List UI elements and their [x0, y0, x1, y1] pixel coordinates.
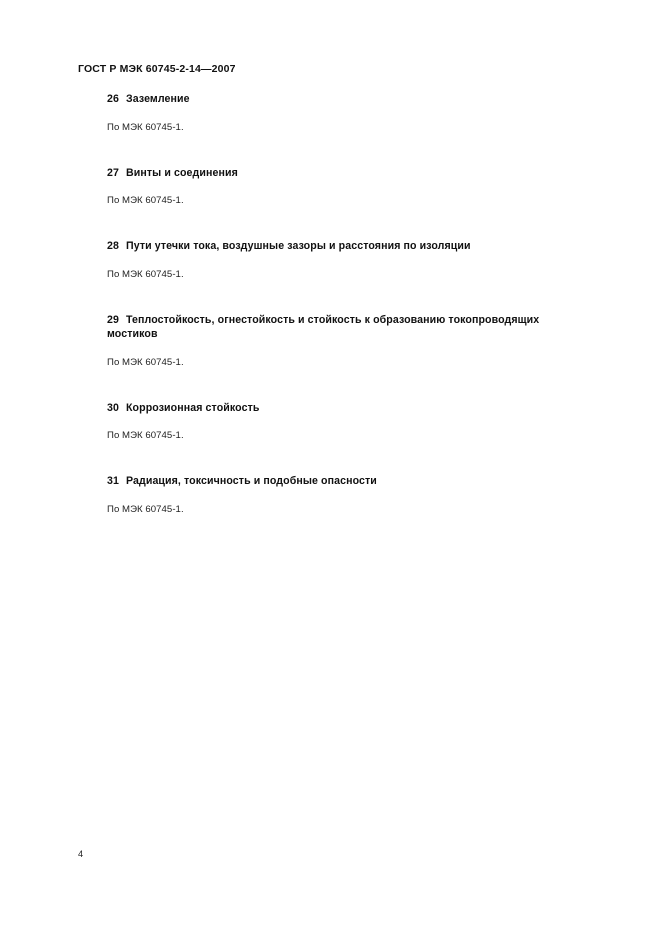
section-heading — [107, 92, 577, 107]
section-title: Пути утечки тока, воздушные зазоры и расстояния по изоляции — [125, 240, 471, 252]
section-number: 30 — [107, 401, 119, 414]
section-number: 31 — [107, 475, 119, 487]
section-heading — [107, 474, 577, 489]
section-heading — [107, 401, 577, 416]
section-number: 27 — [107, 166, 119, 179]
section-block — [107, 401, 577, 443]
section-body-text: По МЭК 60745-1. — [107, 195, 184, 206]
section-body-text: По МЭК 60745-1. — [107, 503, 184, 515]
running-header: ГОСТ Р МЭК 60745-2-14—2007 — [78, 63, 236, 75]
section-body-text: По МЭК 60745-1. — [107, 121, 184, 133]
document-body — [107, 92, 577, 516]
section-block — [107, 239, 577, 281]
section-block — [107, 313, 577, 369]
section-title: Радиация, токсичность и подобные опасности — [125, 475, 377, 487]
section-block — [107, 92, 577, 134]
section-body-text: По МЭК 60745-1. — [107, 268, 184, 280]
section-body-text: По МЭК 60745-1. — [107, 430, 184, 441]
section-number: 28 — [107, 240, 119, 252]
section-heading — [107, 313, 577, 342]
section-body-text: По МЭК 60745-1. — [107, 356, 184, 368]
section-number: 26 — [107, 93, 119, 105]
section-number: 29 — [107, 313, 119, 326]
page-number: 4 — [78, 849, 84, 859]
section-heading — [107, 166, 577, 181]
section-title: Теплостойкость, огнестойкость и стойкость к образованию токопроводящих мостиков — [107, 313, 540, 340]
section-block — [107, 474, 577, 516]
section-block — [107, 166, 577, 208]
section-title: Винты и соединения — [125, 166, 238, 179]
section-heading — [107, 239, 577, 254]
section-title: Заземление — [125, 93, 190, 105]
section-title: Коррозионная стойкость — [125, 401, 260, 414]
